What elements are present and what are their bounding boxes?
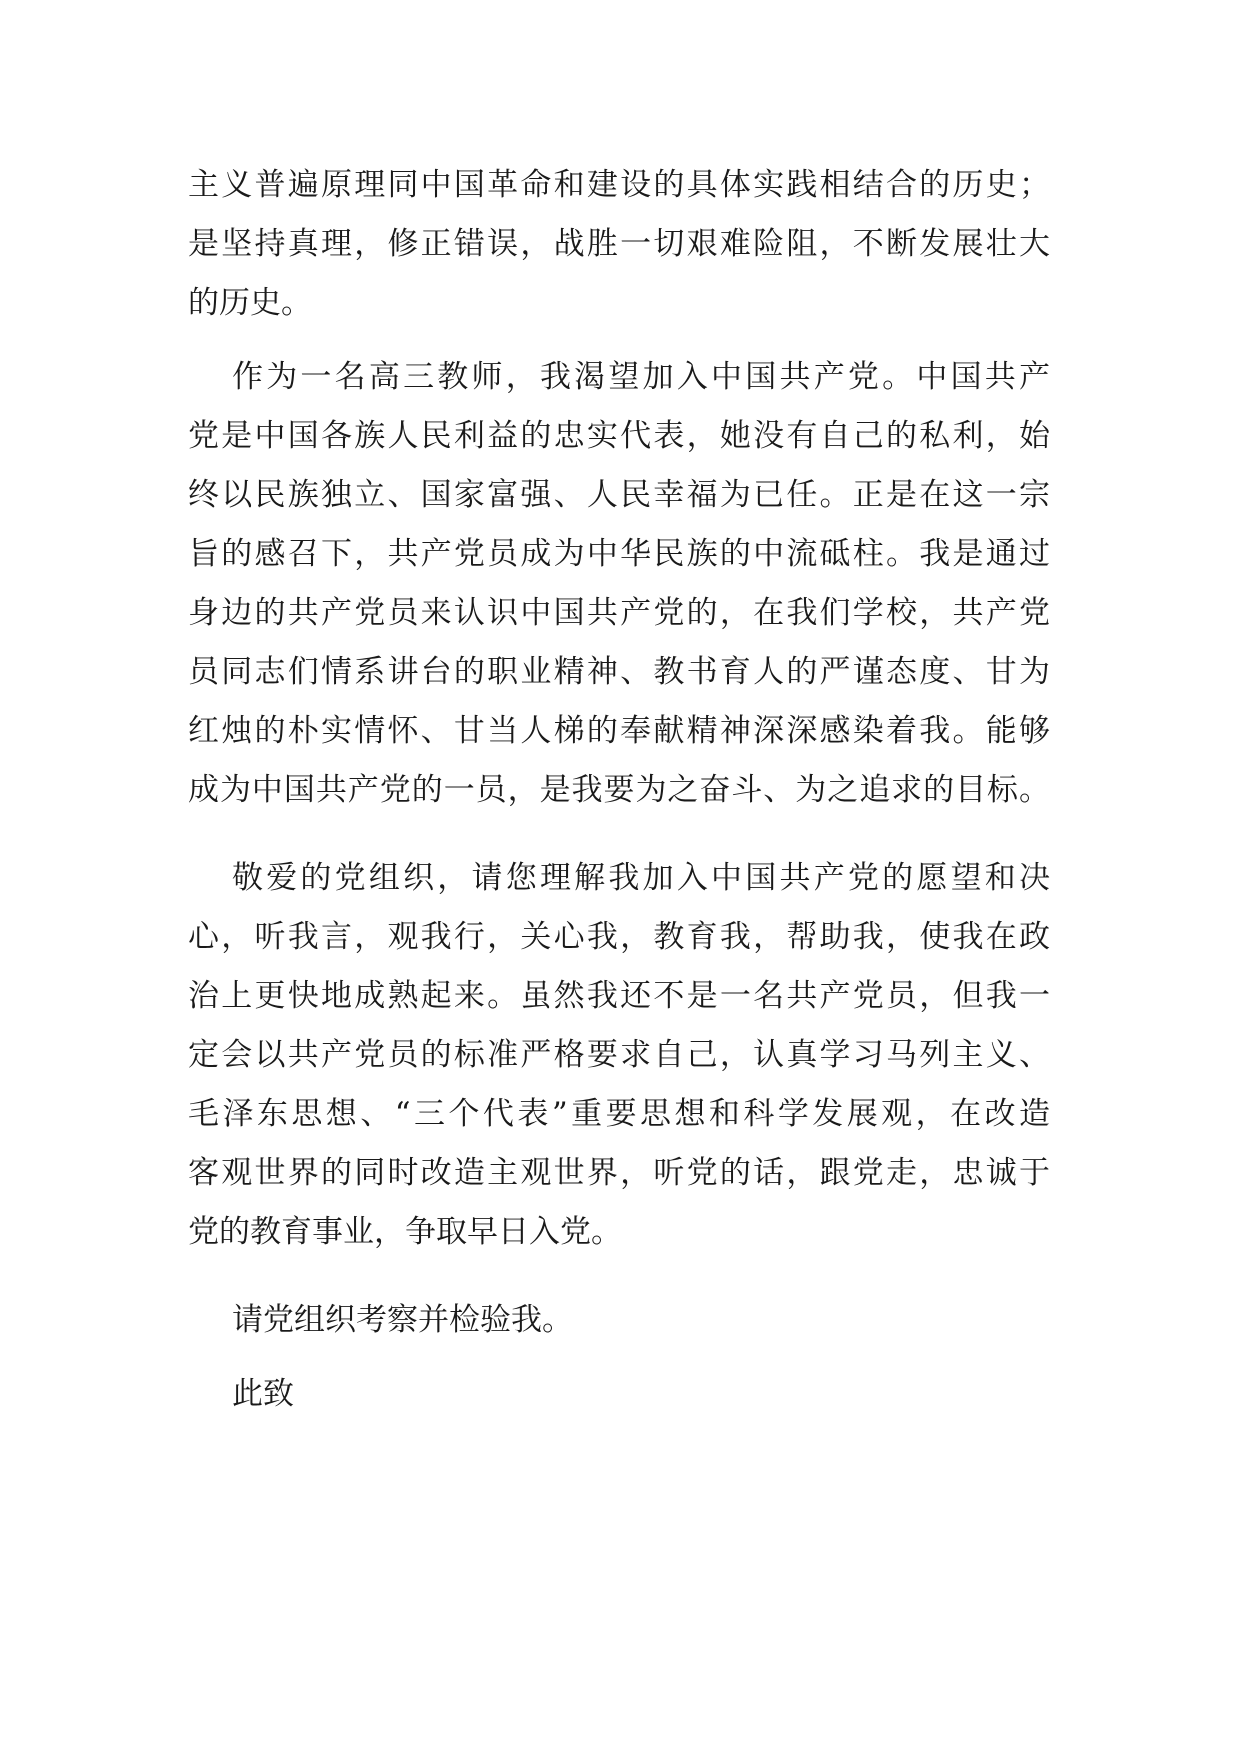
- text-line: 毛泽东思想、“三个代表”重要思想和科学发展观，在改造: [188, 1096, 1050, 1132]
- paragraph: [188, 156, 1050, 333]
- text-line: 敬爱的党组织，请您理解我加入中国共产党的愿望和决: [232, 860, 1050, 896]
- text-line: 党是中国各族人民利益的忠实代表，她没有自己的私利，始: [188, 418, 1050, 454]
- paragraph: [188, 1291, 1050, 1350]
- text-line: 客观世界的同时改造主观世界，听党的话，跟党走，忠诚于: [188, 1155, 1050, 1191]
- paragraph: [188, 348, 1050, 820]
- text-line: 身边的共产党员来认识中国共产党的，在我们学校，共产党: [188, 595, 1050, 631]
- text-line: 此致: [232, 1376, 294, 1412]
- text-line: 成为中国共产党的一员，是我要为之奋斗、为之追求的目标。: [188, 772, 1050, 808]
- text-line: 是坚持真理，修正错误，战胜一切艰难险阻，不断发展壮大: [188, 226, 1050, 262]
- paragraph: [188, 849, 1050, 1262]
- text-line: 主义普遍原理同中国革命和建设的具体实践相结合的历史；: [188, 167, 1050, 203]
- text-line: 红烛的朴实情怀、甘当人梯的奉献精神深深感染着我。能够: [188, 713, 1050, 749]
- text-line: 员同志们情系讲台的职业精神、教书育人的严谨态度、甘为: [188, 654, 1050, 690]
- text-line: 心，听我言，观我行，关心我，教育我，帮助我，使我在政: [188, 919, 1050, 955]
- text-line: 旨的感召下，共产党员成为中华民族的中流砥柱。我是通过: [188, 536, 1050, 572]
- text-line: 终以民族独立、国家富强、人民幸福为已任。正是在这一宗: [188, 477, 1050, 513]
- text-line: 请党组织考察并检验我。: [232, 1302, 573, 1338]
- text-line: 党的教育事业，争取早日入党。: [188, 1214, 622, 1250]
- text-line: 的历史。: [188, 285, 312, 321]
- text-line: 治上更快地成熟起来。虽然我还不是一名共产党员，但我一: [188, 978, 1050, 1014]
- closing-salutation: [188, 1365, 1050, 1424]
- text-line: 作为一名高三教师，我渴望加入中国共产党。中国共产: [232, 359, 1050, 395]
- text-line: 定会以共产党员的标准严格要求自己，认真学习马列主义、: [188, 1037, 1050, 1073]
